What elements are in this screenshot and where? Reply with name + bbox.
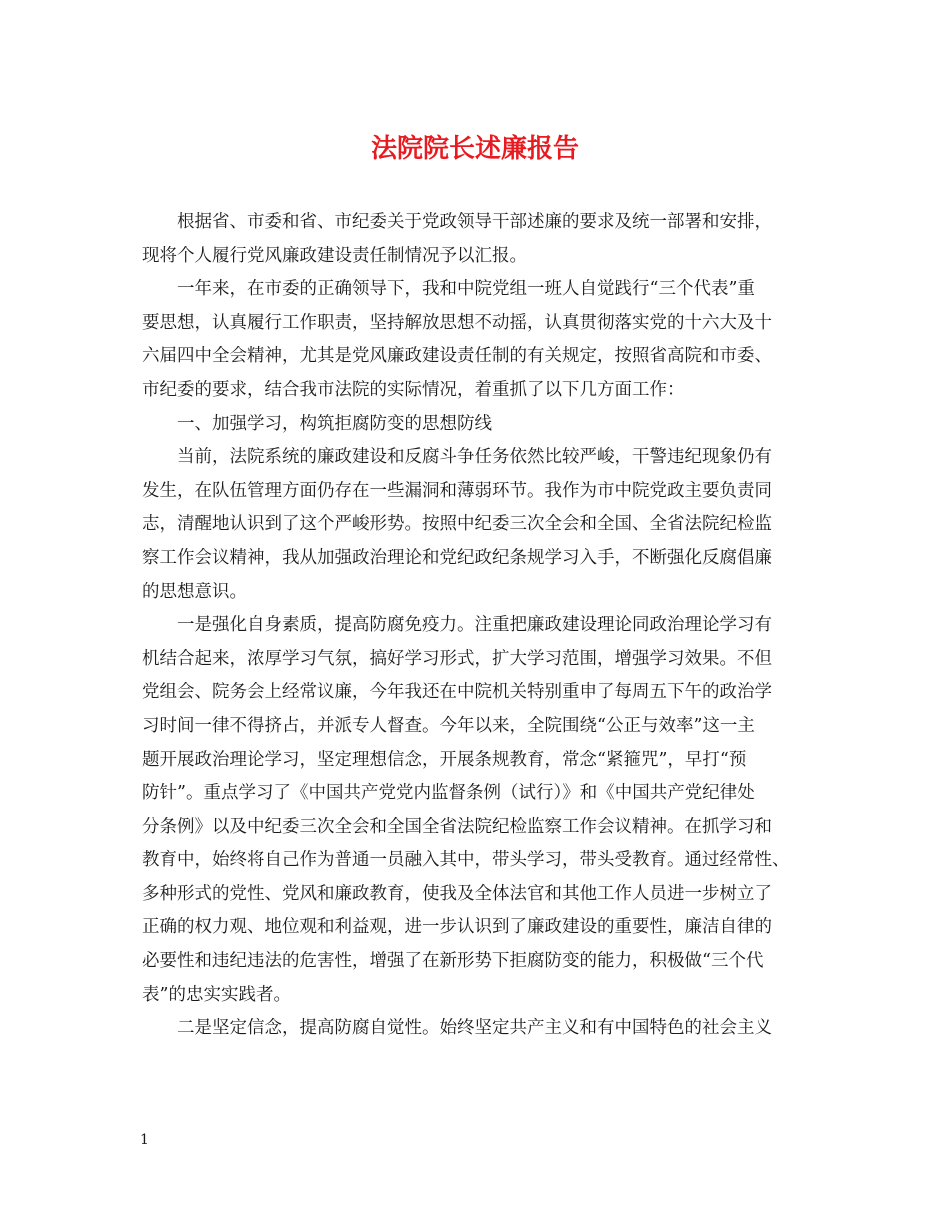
text-line: 正确的权力观、地位观和利益观，进一步认识到了廉政建设的重要性，廉洁自律的 xyxy=(142,917,772,938)
text-line: 教育中，始终将自己作为普通一员融入其中，带头学习，带头受教育。通过经常性、 xyxy=(142,850,790,871)
text-line: 六届四中全会精神，尤其是党风廉政建设责任制的有关规定，按照省高院和市委、 xyxy=(142,346,772,367)
text-line: 要思想，认真履行工作职责，坚持解放思想不动摇，认真贯彻落实党的十六大及十 xyxy=(142,312,772,333)
text-line: 多种形式的党性、党风和廉政教育，使我及全体法官和其他工作人员进一步树立了 xyxy=(142,883,772,904)
text-line: 党组会、院务会上经常议廉，今年我还在中院机关特别重申了每周五下午的政治学 xyxy=(142,682,772,703)
text-line: 发生，在队伍管理方面仍存在一些漏洞和薄弱环节。我作为市中院党政主要负责同 xyxy=(142,480,772,501)
text-line: 现将个人履行党风廉政建设责任制情况予以汇报。 xyxy=(142,245,527,266)
text-line: 一是强化自身素质，提高防腐免疫力。注重把廉政建设理论同政治理论学习有 xyxy=(177,615,772,636)
text-line: 表”的忠实实践者。 xyxy=(142,984,291,1005)
page-number: 1 xyxy=(140,1132,149,1148)
text-line: 一年来，在市委的正确领导下，我和中院党组一班人自觉践行“三个代表”重 xyxy=(177,279,755,300)
text-line: 必要性和违纪违法的危害性，增强了在新形势下拒腐防变的能力，积极做“三个代 xyxy=(142,951,764,972)
text-line: 的思想意识。 xyxy=(142,581,247,602)
document-title: 法院院长述廉报告 xyxy=(370,134,579,164)
text-line: 一、加强学习，构筑拒腐防变的思想防线 xyxy=(177,413,492,434)
text-line: 根据省、市委和省、市纪委关于党政领导干部述廉的要求及统一部署和安排， xyxy=(177,212,772,232)
text-line: 市纪委的要求，结合我市法院的实际情况，着重抓了以下几方面工作： xyxy=(142,379,685,400)
text-line: 察工作会议精神，我从加强政治理论和党纪政纪条规学习入手，不断强化反腐倡廉 xyxy=(142,547,772,568)
text-line: 当前，法院系统的廉政建设和反腐斗争任务依然比较严峻，干警违纪现象仍有 xyxy=(177,447,772,468)
text-line: 习时间一律不得挤占，并派专人督查。今年以来，全院围绕“公正与效率”这一主 xyxy=(142,715,755,736)
text-line: 题开展政治理论学习，坚定理想信念，开展条规教育，常念“紧箍咒”，早打“预 xyxy=(142,749,747,770)
text-line: 二是坚定信念，提高防腐自觉性。始终坚定共产主义和有中国特色的社会主义 xyxy=(177,1018,772,1039)
text-line: 机结合起来，浓厚学习气氛，搞好学习形式，扩大学习范围，增强学习效果。不但 xyxy=(142,648,772,669)
document-body xyxy=(142,206,826,1046)
text-line: 志，清醒地认识到了这个严峻形势。按照中纪委三次全会和全国、全省法院纪检监 xyxy=(142,514,772,535)
text-line: 分条例》以及中纪委三次全会和全国全省法院纪检监察工作会议精神。在抓学习和 xyxy=(142,816,772,837)
text-line: 防针”。重点学习了《中国共产党党内监督条例（试行）》和《中国共产党纪律处 xyxy=(142,783,755,804)
